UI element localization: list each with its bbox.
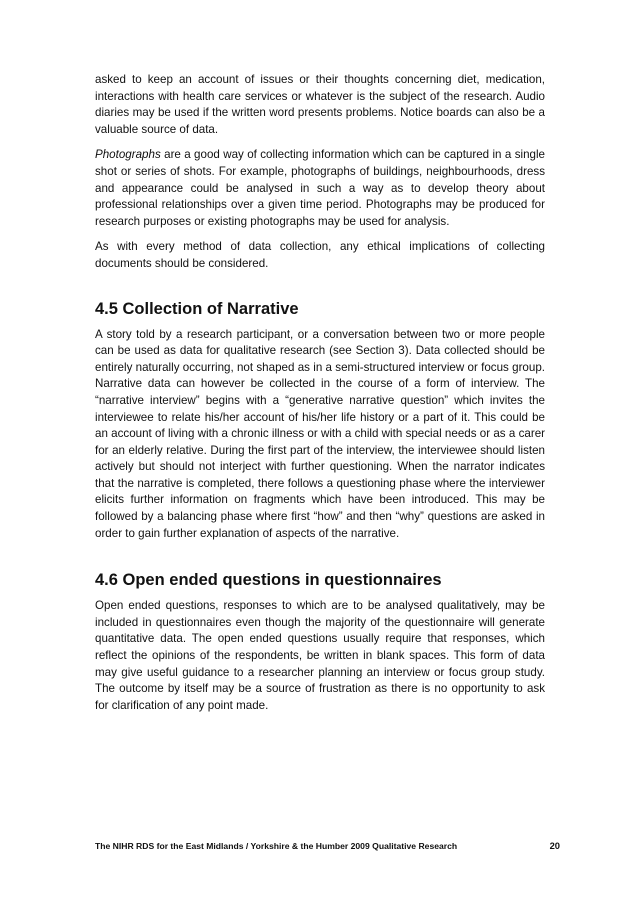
paragraph-ethics: As with every method of data collection, any ethical implications of collecting documents should be considered. [95, 240, 545, 270]
paragraph-photographs [95, 147, 545, 230]
page-footer [95, 840, 560, 851]
photographs-term: Photographs [95, 148, 161, 162]
paragraph-narrative: A story told by a research participant, or a conversation between two or more people can be used as data for qualitative research (see Section 3). Data collected should be entirely naturally occurring, not shaped as in a semi-structured interview or focus group. Narrative data can however be collected in the course of a form of interview. The “narrative interview” begins with a “generative narrative question” which invites the interviewee to relate his/her account of his/her life history or a part of it. This could be an account of living with a chronic illness or with a child with special needs or as a carer for an elderly relative. During the first part of the interview, the interviewee should listen actively but should not interject with further questioning. When the narrator indicates that the narrative is completed, there follows a questioning phase where the interviewer elicits further information on fragments which have been introduced. This may be followed by a balancing phase where first “how” and then “why” questions are asked in order to gain further explanation of aspects of the narrative. [95, 327, 545, 540]
page-content [95, 72, 545, 723]
paragraph-open-ended: Open ended questions, responses to which are to be analysed qualitatively, may be included in questionnaires even though the majority of the questionnaire will generate quantitative data. The open ended questions usually require that responses, which reflect the opinions of the respondents, be written in blank spaces. This form of data may give useful guidance to a researcher planning an interview or focus group study. The outcome by itself may be a source of frustration as there is no opportunity to ask for clarification of any point made. [95, 599, 545, 712]
footer-text: The NIHR RDS for the East Midlands / Yorkshire & the Humber 2009 Qualitative Research [95, 841, 458, 851]
paragraph-diaries: asked to keep an account of issues or their thoughts concerning diet, medication, interactions with health care services or whatever is the subject of the research. Audio diaries may be used if the written word presents problems. Notice boards can also be a valuable source of data. [95, 73, 545, 136]
section-heading-open-ended: 4.6 Open ended questions in questionnaires [95, 571, 442, 590]
section-heading-narrative: 4.5 Collection of Narrative [95, 299, 299, 318]
page-number: 20 [549, 840, 560, 851]
photographs-text: are a good way of collecting information which can be captured in a single shot or series of shots. For example, photographs of buildings, neighbourhoods, dress and appearance could be analysed in such a way as to develop theory about professional relationships over a given time period. Photographs may be produced for research purposes or existing photographs may be used for analysis. [95, 148, 545, 228]
